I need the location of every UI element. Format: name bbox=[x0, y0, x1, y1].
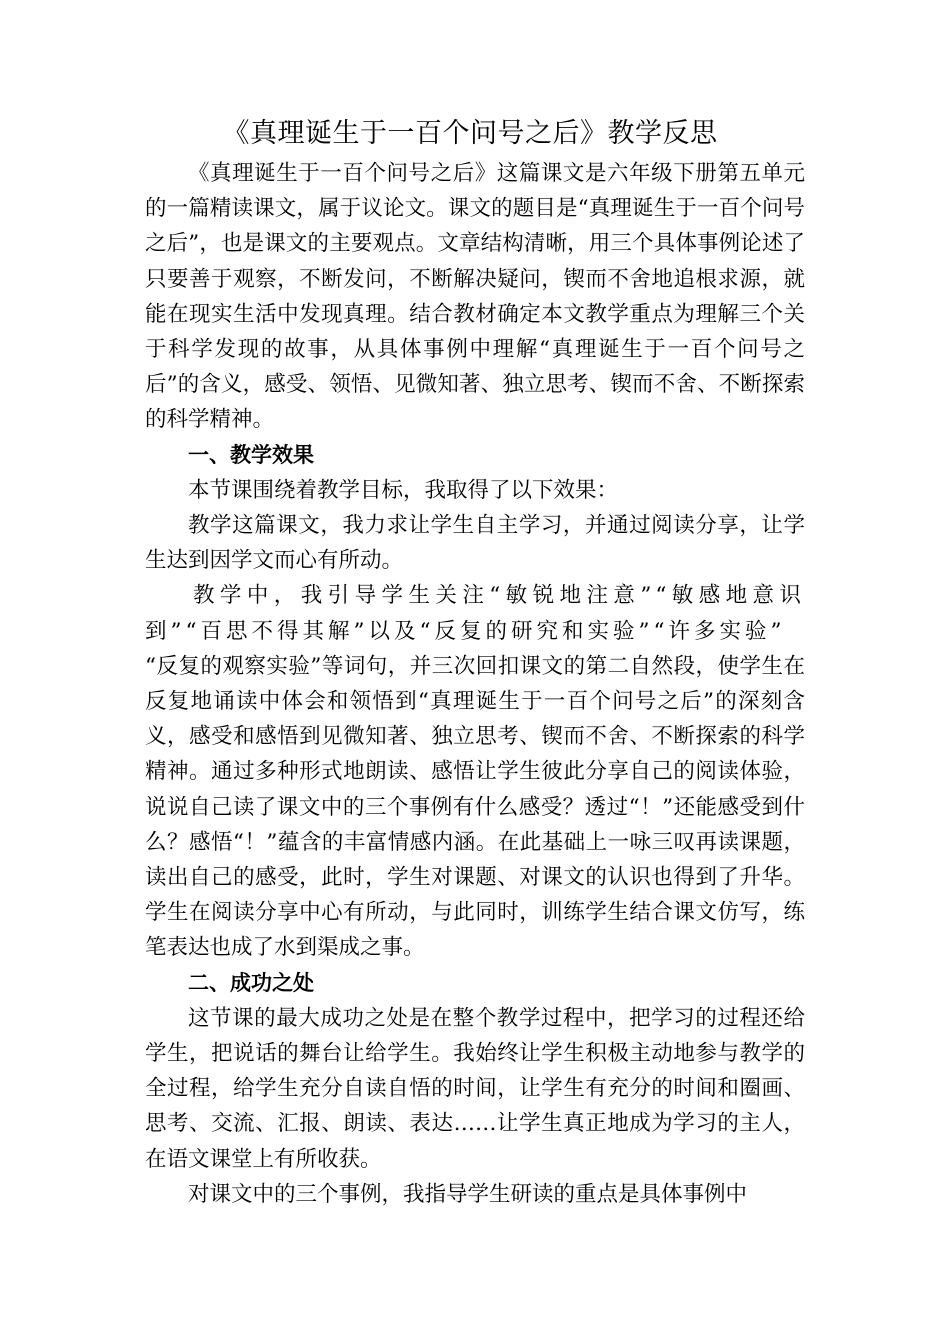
paragraph: 本节课围绕着教学目标，我取得了以下效果： bbox=[188, 477, 619, 503]
section-heading-teaching-effect: 一、教学效果 bbox=[188, 442, 314, 467]
intro-paragraph: 《真理诞生于一百个问号之后》这篇课文是六年级下册第五单元的一篇精读课文，属于议论文。课文的题目是“真理诞生于一百个问号之后”，也是课文的主要观点。文章结构清晰，用三个具体事例论述了只要善于观察，不断发问，不断解决疑问，锲而不舍地追根求源，就能在现实生活中发现真理。结合教材确定本文教学重点为理解三个关于科学发现的故事，从具体事例中理解“真理诞生于一百个问号之后”的含义，感受、领悟、见微知著、独立思考、锲而不舍、不断探索的科学精神。 bbox=[145, 161, 805, 433]
document-page bbox=[145, 112, 805, 1212]
paragraph: 教学这篇课文，我力求让学生自主学习，并通过阅读分享，让学生达到因学文而心有所动。 bbox=[145, 513, 805, 574]
section-heading-success: 二、成功之处 bbox=[188, 970, 314, 995]
paragraph: 对课文中的三个事例，我指导学生研读的重点是具体事例中 bbox=[188, 1181, 748, 1207]
paragraph: “反复的观察实验”等词句，并三次回扣课文的第二自然段，使学生在反复地诵读中体会和领悟到“真理诞生于一百个问号之后”的深刻含义，感受和感悟到见微知著、独立思考、锲而不舍、不断探索的科学精神。通过多种形式地朗读、感悟让学生彼此分享自己的阅读体验，说说自己读了课文中的三个事例有什么感受？透过“！”还能感受到什么？感悟“！”蕴含的丰富情感内涵。在此基础上一咏三叹再读课题，读出自己的感受，此时，学生对课题、对课文的认识也得到了升华。学生在阅读分享中心有所动，与此同时，训练学生结合课文仿写，练笔表达也成了水到渠成之事。 bbox=[145, 653, 805, 961]
document-title: 《真理诞生于一百个问号之后》教学反思 bbox=[222, 118, 718, 149]
paragraph: 教学中，我引导学生关注“敏锐地注意”“敏感地意识到”“百思不得其解”以及“反复的研究和实验”“许多实验” bbox=[145, 583, 805, 644]
paragraph: 这节课的最大成功之处是在整个教学过程中，把学习的过程还给学生，把说话的舞台让给学生。我始终让学生积极主动地参与教学的全过程，给学生充分自读自悟的时间，让学生有充分的时间和圈画、思考、交流、汇报、朗读、表达……让学生真正地成为学习的主人，在语文课堂上有所收获。 bbox=[145, 1005, 805, 1172]
